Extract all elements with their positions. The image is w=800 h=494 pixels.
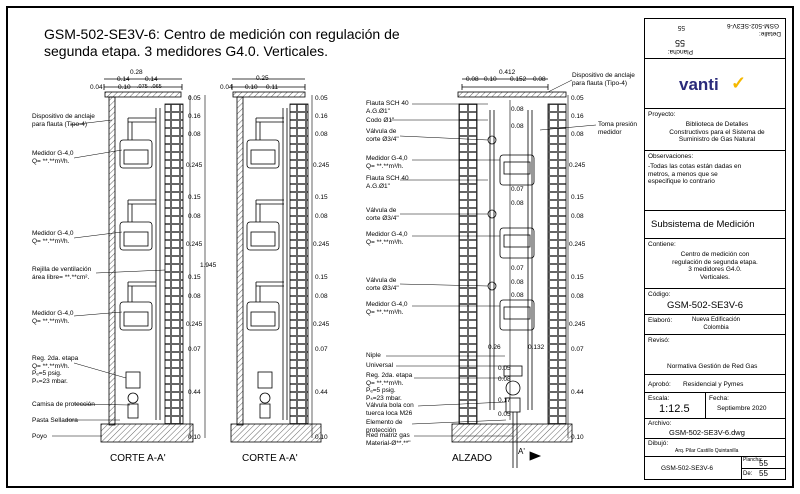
escala-cell bbox=[645, 393, 785, 419]
vdim2-13: 0.10 bbox=[315, 434, 328, 441]
archivo-value: GSM-502-SE3V-6.dwg bbox=[669, 428, 745, 437]
corte1-dim-b: 0.14 bbox=[145, 76, 158, 83]
rotated-detalle-label: Detalle: bbox=[758, 30, 781, 37]
vdim3-1: 0.05 bbox=[571, 95, 584, 102]
corte2-section bbox=[231, 79, 321, 442]
vdim-6: 0.08 bbox=[188, 213, 201, 220]
vdim3-4: 0.245 bbox=[569, 162, 586, 169]
rotated-code: GSM-502-SE3V-6 bbox=[726, 22, 779, 29]
observaciones-value: -Todas las cotas están dadas en metros, a menos que se especifique lo contrario bbox=[648, 163, 742, 185]
corte2-dim-total: 0.25 bbox=[256, 75, 269, 82]
proyecto-value: Biblioteca de Detalles Constructivos para el Sistema de Suministro de Gas Natural bbox=[669, 121, 765, 143]
corte2-dim-a: 0.04 bbox=[220, 84, 233, 91]
vdim-2: 0.16 bbox=[188, 113, 201, 120]
alz-label-valvula-3: Válvula de corte Ø3/4" bbox=[366, 277, 399, 292]
alz-label-codo: Codo Ø1" bbox=[366, 117, 395, 124]
adim-9: 0.08 bbox=[498, 376, 511, 383]
label-pasta: Pasta Selladora bbox=[32, 417, 78, 424]
vdim2-8: 0.15 bbox=[315, 274, 328, 281]
vdim-10: 0.245 bbox=[186, 321, 203, 328]
alz-label-flauta-2: Flauta SCH 40 A.G.Ø1" bbox=[366, 175, 409, 190]
vdim-7: 0.245 bbox=[186, 241, 203, 248]
right-label-anclaje: Dispositivo de anclaje para flauta (Tipo-4) bbox=[572, 72, 635, 87]
adim-1: 0.08 bbox=[511, 106, 524, 113]
dibujo-value: Arq. Pilar Castillo Quintanilla bbox=[675, 448, 739, 454]
corte1-dim-d: 0.10 bbox=[118, 84, 131, 91]
aprobo-label: Aprobó: bbox=[648, 381, 671, 388]
label-camisa: Camisa de protección bbox=[32, 401, 95, 408]
label-regulador: Reg. 2da. etapa Q= **.**m³/h. Pₑ=5 psig. Pₛ=23 mbar. bbox=[32, 355, 79, 385]
vdim3-11: 0.07 bbox=[571, 346, 584, 353]
alz-label-medidor-2: Medidor G-4,0 Q= **.**m³/h. bbox=[366, 231, 408, 246]
vdim-5: 0.15 bbox=[188, 194, 201, 201]
corte1-dim-f: .065 bbox=[151, 84, 162, 90]
vdim3-9: 0.08 bbox=[571, 293, 584, 300]
proyecto-label: Proyecto: bbox=[648, 111, 676, 118]
adim-10: 0.17 bbox=[498, 397, 511, 404]
adim-11: 0.05 bbox=[498, 411, 511, 418]
vdim2-2: 0.16 bbox=[315, 113, 328, 120]
vdim2-9: 0.08 bbox=[315, 293, 328, 300]
alz-label-valvula-2: Válvula de corte Ø3/4" bbox=[366, 207, 399, 222]
label-anclaje: Dispositivo de anclaje para flauta (Tipo-4) bbox=[32, 113, 95, 128]
corte1-dim-e: .075 bbox=[137, 84, 148, 90]
alz-label-universal: Universal bbox=[366, 362, 394, 369]
vdim3-12: 0.44 bbox=[571, 389, 584, 396]
vdim2-4: 0.245 bbox=[313, 162, 330, 169]
view-title-alzado: ALZADO bbox=[452, 453, 493, 464]
subsistema-cell bbox=[645, 211, 785, 239]
label-rejilla: Rejilla de ventilación área libre= **.**cm². bbox=[32, 266, 92, 281]
alzado-section bbox=[452, 79, 572, 468]
subsistema-value: Subsistema de Medición bbox=[651, 219, 755, 230]
vdim-9: 0.08 bbox=[188, 293, 201, 300]
brand-cell bbox=[645, 59, 785, 109]
adim-3: 0.07 bbox=[511, 186, 524, 193]
alzado-dim-b: 0.10 bbox=[484, 76, 497, 83]
dibujo-cell bbox=[645, 439, 785, 457]
plancha-cell bbox=[645, 457, 785, 479]
vdim3-13: 0.10 bbox=[571, 434, 584, 441]
plancha-value: 55 bbox=[759, 459, 768, 468]
brand-check-icon: ✓ bbox=[731, 73, 747, 93]
observaciones-label: Observaciones: bbox=[648, 153, 694, 160]
brand-logo: vanti bbox=[679, 75, 719, 94]
contiene-label: Contiene: bbox=[648, 241, 676, 248]
codigo-cell bbox=[645, 289, 785, 315]
vdim2-3: 0.08 bbox=[315, 131, 328, 138]
vdim3-2: 0.16 bbox=[571, 113, 584, 120]
reviso-cell bbox=[645, 335, 785, 375]
vdim-11: 0.07 bbox=[188, 346, 201, 353]
rotated-header bbox=[645, 19, 785, 59]
fecha-label: Fecha: bbox=[709, 395, 729, 402]
vdim-13: 0.10 bbox=[188, 434, 201, 441]
fecha-value: Septiembre 2020 bbox=[717, 405, 767, 412]
vdim2-10: 0.245 bbox=[313, 321, 330, 328]
reviso-value: Normativa Gestión de Red Gas bbox=[667, 363, 758, 370]
vdim3-8: 0.15 bbox=[571, 274, 584, 281]
alz-label-valvula-bola: Válvula bola con tuerca loca M26 bbox=[366, 402, 414, 417]
right-label-toma-presion: Toma presión medidor bbox=[598, 121, 638, 136]
vdim2-12: 0.44 bbox=[315, 389, 328, 396]
contiene-cell bbox=[645, 239, 785, 289]
adim-8: 0.05 bbox=[498, 365, 511, 372]
label-medidor-1: Medidor G-4,0 Q= **.**m³/h. bbox=[32, 150, 74, 165]
de-label: De: bbox=[743, 471, 753, 477]
rotated-plancha-label: Plancha: bbox=[667, 48, 693, 55]
drawing-title: GSM-502-SE3V-6: Centro de medición con regulación de segunda etapa. 3 medidores G4.0. Verticales. bbox=[44, 26, 400, 59]
vdim2-7: 0.245 bbox=[313, 241, 330, 248]
vdim-4: 0.245 bbox=[186, 162, 203, 169]
vdim-8: 0.15 bbox=[188, 274, 201, 281]
vdim3-10: 0.245 bbox=[569, 321, 586, 328]
codigo-value: GSM-502-SE3V-6 bbox=[667, 300, 744, 311]
section-arrow-label: A' bbox=[518, 447, 525, 456]
elaboro-value: Nueva Edificación Colombia bbox=[691, 317, 741, 331]
adim-5: 0.07 bbox=[511, 265, 524, 272]
alzado-dim-c: 0.152 bbox=[510, 76, 527, 83]
vdim2-1: 0.05 bbox=[315, 95, 328, 102]
escala-label: Escala: bbox=[648, 395, 670, 402]
plancha-label: Plancha: bbox=[743, 457, 763, 463]
corte1-section bbox=[101, 79, 193, 442]
alz-label-red-matriz: Red matriz gas Material-Ø**.**" bbox=[366, 432, 411, 447]
vdim2-11: 0.07 bbox=[315, 346, 328, 353]
alzado-dim-a: 0.08 bbox=[466, 76, 479, 83]
alzado-dim-total: 0.412 bbox=[499, 69, 516, 76]
corte2-dim-b: 0.10 bbox=[245, 84, 258, 91]
alzado-bottom-dim-b: 0.132 bbox=[528, 344, 545, 351]
alz-label-regulador: Reg. 2da. etapa Q= **.**m³/h. Pₑ=5 psig. Pₛ=23 mbar. bbox=[366, 372, 413, 402]
alz-label-valvula-1: Válvula de corte Ø3/4" bbox=[366, 128, 399, 143]
rotated-plancha: 55 bbox=[674, 38, 685, 48]
alz-label-medidor-1: Medidor G-4,0 Q= **.**m³/h. bbox=[366, 155, 408, 170]
vdim-1: 0.05 bbox=[188, 95, 201, 102]
vdim3-3: 0.08 bbox=[571, 131, 584, 138]
adim-7: 0.08 bbox=[511, 292, 524, 299]
alz-label-niple: Niple bbox=[366, 352, 381, 359]
vdim3-6: 0.08 bbox=[571, 213, 584, 220]
title-block bbox=[644, 18, 786, 480]
proyecto-cell bbox=[645, 109, 785, 151]
rotated-de: 55 bbox=[677, 24, 685, 31]
reviso-label: Revisó: bbox=[648, 337, 670, 344]
alz-label-elemento: Elemento de protección bbox=[366, 419, 403, 434]
dibujo-label: Dibujó: bbox=[648, 440, 669, 447]
codigo-label: Código: bbox=[648, 291, 671, 298]
corte1-dim-total: 0.28 bbox=[130, 69, 143, 76]
total-height: 1.945 bbox=[200, 262, 217, 269]
vdim2-6: 0.08 bbox=[315, 213, 328, 220]
corte1-dim-c: 0.04 bbox=[90, 84, 103, 91]
alz-label-medidor-3: Medidor G-4,0 Q= **.**m³/h. bbox=[366, 301, 408, 316]
alzado-dim-d: 0.08 bbox=[533, 76, 546, 83]
archivo-label: Archivo: bbox=[648, 420, 672, 427]
aprobo-value: Residencial y Pymes bbox=[683, 381, 744, 388]
label-medidor-2: Medidor G-4,0 Q= **.**m³/h. bbox=[32, 230, 74, 245]
alzado-bottom-dim-a: 0.26 bbox=[488, 344, 501, 351]
vdim2-5: 0.15 bbox=[315, 194, 328, 201]
plancha-code: GSM-502-SE3V-6 bbox=[661, 465, 714, 472]
label-medidor-3: Medidor G-4,0 Q= **.**m³/h. bbox=[32, 310, 74, 325]
archivo-cell bbox=[645, 419, 785, 439]
vdim3-5: 0.15 bbox=[571, 194, 584, 201]
contiene-value: Centro de medición con regulación de segunda etapa. 3 medidores G4.0. Verticales. bbox=[672, 251, 758, 281]
vdim-3: 0.08 bbox=[188, 131, 201, 138]
escala-value: 1:12.5 bbox=[659, 403, 690, 415]
adim-6: 0.08 bbox=[511, 279, 524, 286]
elaboro-label: Elaboró: bbox=[648, 317, 673, 324]
adim-4: 0.08 bbox=[511, 200, 524, 207]
label-poyo: Poyo bbox=[32, 433, 47, 440]
view-title-corte2: CORTE A-A' bbox=[242, 453, 298, 464]
corte1-dim-a: 0.14 bbox=[117, 76, 130, 83]
de-value: 55 bbox=[759, 469, 768, 478]
vdim-12: 0.44 bbox=[188, 389, 201, 396]
alz-label-flauta-1: Flauta SCH 40 A.G.Ø1" bbox=[366, 100, 409, 115]
corte2-dim-c: 0.11 bbox=[266, 84, 279, 91]
aprobo-cell bbox=[645, 375, 785, 393]
vdim3-7: 0.245 bbox=[569, 241, 586, 248]
view-title-corte1: CORTE A-A' bbox=[110, 453, 166, 464]
adim-2: 0.08 bbox=[511, 123, 524, 130]
observaciones-cell bbox=[645, 151, 785, 211]
elaboro-cell bbox=[645, 315, 785, 335]
